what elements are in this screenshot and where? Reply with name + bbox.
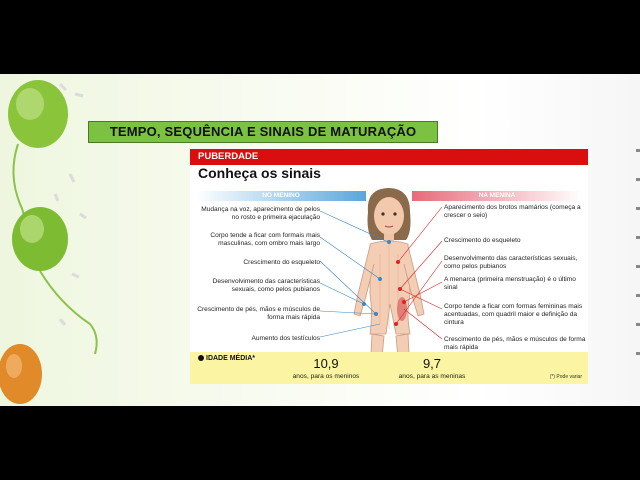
- boy-column-heading: NO MENINO: [196, 191, 366, 201]
- boy-sign-testicles: Aumento dos testículos: [251, 335, 320, 342]
- girl-age-caption: anos, para as meninas: [398, 373, 466, 380]
- girl-average-age: 9,7: [422, 356, 442, 371]
- slide-title-bar: [88, 121, 438, 143]
- boy-sign-limbs: Crescimento de pés, mãos e músculos de forma mais rápida: [197, 306, 320, 321]
- boy-average-age: 10,9: [313, 356, 339, 371]
- boy-sign-sexual-characteristics: Desenvolvimento das características sexuais, como pelos pubianos: [212, 278, 320, 293]
- infographic-title: Conheça os sinais: [198, 165, 321, 181]
- girl-sign-menarche: A menarca (primeira menstruação) é o último sinal: [444, 276, 576, 291]
- presentation-slide: [0, 74, 640, 406]
- boy-sign-body-shape: Corpo tende a ficar com formais mais masculinas, com ombro mais largo: [210, 232, 320, 247]
- footnote: (*) Pode variar: [549, 374, 582, 380]
- scrollbar-ticks: [636, 149, 640, 389]
- puberty-infographic: [190, 149, 588, 384]
- average-age-label: IDADE MÉDIA*: [206, 355, 256, 362]
- girl-sign-body-shape: Corpo tende a ficar com formas femininas mais acentuadas, com quadril maior e definição da cintura: [444, 303, 583, 326]
- bullet-icon: [198, 355, 204, 361]
- girl-column-heading: NA MENINA: [412, 191, 582, 201]
- girl-sign-limbs: Crescimento de pés, mãos e músculos de forma mais rápida: [444, 336, 586, 351]
- boy-sign-voice: Mudança na voz, aparecimento de pelos no rosto e primeira ejaculação: [201, 206, 320, 221]
- average-age-footer: [190, 352, 588, 384]
- section-label: PUBERDADE: [198, 151, 259, 162]
- girl-sign-breasts: Aparecimento dos brotos mamários (começa a crescer o seio): [444, 204, 581, 219]
- slide-title: TEMPO, SEQUÊNCIA E SINAIS DE MATURAÇÃO: [109, 124, 417, 139]
- average-age-heading: [198, 355, 255, 362]
- boy-age-caption: anos, para os meninos: [292, 373, 360, 380]
- boy-sign-skeleton: Crescimento do esqueleto: [243, 259, 320, 266]
- girl-sign-sexual-characteristics: Desenvolvimento das características sexuais, como pelos pubianos: [444, 255, 578, 270]
- girl-sign-skeleton: Crescimento do esqueleto: [444, 237, 521, 244]
